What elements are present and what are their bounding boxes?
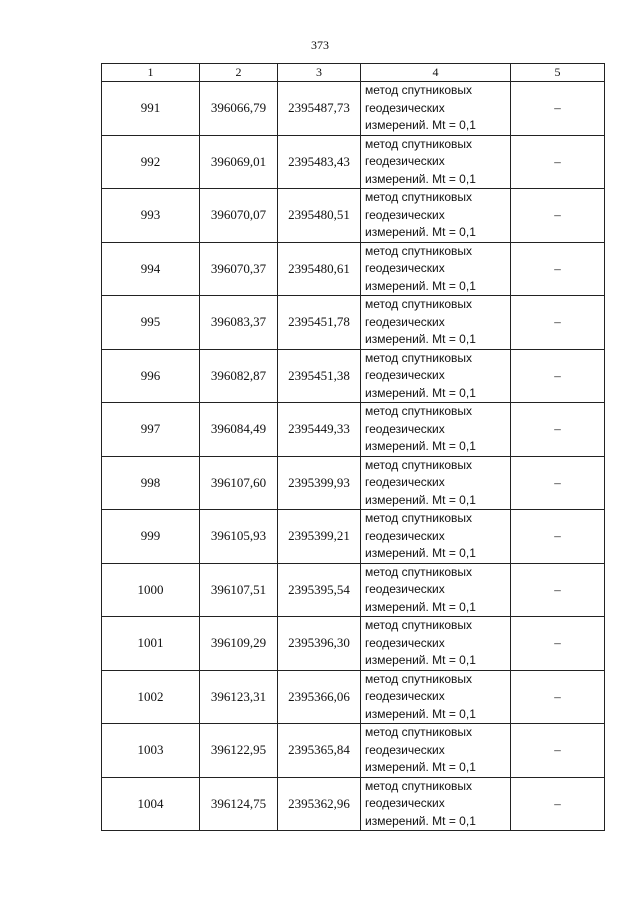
point-number-cell: 994	[102, 242, 200, 296]
method-text-line: геодезических	[365, 368, 445, 382]
y-coordinate-cell: 2395487,73	[278, 82, 361, 136]
method-cell	[361, 670, 511, 724]
point-number-cell: 1001	[102, 617, 200, 671]
point-number-cell: 991	[102, 82, 200, 136]
method-cell	[361, 617, 511, 671]
method-cell	[361, 242, 511, 296]
x-coordinate-cell: 396069,01	[200, 135, 278, 189]
method-text-line: измерений. Mt = 0,1	[365, 492, 476, 507]
method-text-line: метод спутниковых	[365, 136, 473, 151]
note-cell: –	[511, 82, 605, 136]
x-coordinate-cell: 396082,87	[200, 349, 278, 403]
y-coordinate-cell: 2395483,43	[278, 135, 361, 189]
table-row	[102, 135, 605, 189]
method-text-line: метод спутниковых	[365, 618, 473, 632]
method-text-line: геодезических	[365, 154, 445, 168]
column-header-3: 3	[278, 64, 361, 82]
x-coordinate-cell: 396107,60	[200, 456, 278, 510]
table-row	[102, 242, 605, 296]
method-text-line: измерений. Mt = 0,1	[365, 813, 476, 828]
method-text-line: измерений. Mt = 0,1	[365, 653, 476, 667]
method-text-line: геодезических	[365, 207, 445, 222]
y-coordinate-cell: 2395449,33	[278, 403, 361, 457]
x-coordinate-cell: 396124,75	[200, 777, 278, 831]
method-text-line: геодезических	[365, 475, 445, 489]
method-text-line: геодезических	[365, 796, 445, 810]
point-number-cell: 1000	[102, 563, 200, 617]
method-text-line: геодезических	[365, 421, 445, 436]
note-cell: –	[511, 403, 605, 457]
method-text-line: метод спутниковых	[365, 564, 473, 579]
method-text-line: измерений. Mt = 0,1	[365, 118, 476, 132]
method-cell	[361, 563, 511, 617]
method-text-line: измерений. Mt = 0,1	[365, 332, 476, 346]
x-coordinate-cell: 396066,79	[200, 82, 278, 136]
y-coordinate-cell: 2395399,21	[278, 510, 361, 564]
y-coordinate-cell: 2395399,93	[278, 456, 361, 510]
method-cell	[361, 189, 511, 243]
method-text-line: метод спутниковых	[365, 243, 473, 258]
point-number-cell: 998	[102, 456, 200, 510]
y-coordinate-cell: 2395480,61	[278, 242, 361, 296]
x-coordinate-cell: 396105,93	[200, 510, 278, 564]
method-text-line: измерений. Mt = 0,1	[365, 546, 476, 560]
method-text-line: геодезических	[365, 582, 445, 596]
table-row	[102, 724, 605, 778]
note-cell: –	[511, 670, 605, 724]
method-text-line: измерений. Mt = 0,1	[365, 706, 476, 721]
note-cell: –	[511, 617, 605, 671]
method-text-line: метод спутниковых	[365, 457, 473, 472]
y-coordinate-cell: 2395396,30	[278, 617, 361, 671]
y-coordinate-cell: 2395366,06	[278, 670, 361, 724]
note-cell: –	[511, 456, 605, 510]
point-number-cell: 1004	[102, 777, 200, 831]
x-coordinate-cell: 396122,95	[200, 724, 278, 778]
table-row	[102, 82, 605, 136]
method-cell	[361, 724, 511, 778]
method-text-line: измерений. Mt = 0,1	[365, 599, 476, 614]
x-coordinate-cell: 396109,29	[200, 617, 278, 671]
table-row	[102, 456, 605, 510]
table-row	[102, 296, 605, 350]
table-row	[102, 510, 605, 564]
method-text-line: геодезических	[365, 314, 445, 329]
method-text-line: метод спутниковых	[365, 83, 473, 97]
method-cell	[361, 510, 511, 564]
x-coordinate-cell: 396070,37	[200, 242, 278, 296]
method-text-line: метод спутниковых	[365, 511, 473, 525]
column-header-4: 4	[361, 64, 511, 82]
method-text-line: метод спутниковых	[365, 725, 473, 739]
method-text-line: измерений. Mt = 0,1	[365, 225, 476, 239]
method-text-line: метод спутниковых	[365, 404, 473, 418]
point-number-cell: 1002	[102, 670, 200, 724]
point-number-cell: 992	[102, 135, 200, 189]
note-cell: –	[511, 563, 605, 617]
method-cell	[361, 82, 511, 136]
point-number-cell: 1003	[102, 724, 200, 778]
method-text-line: измерений. Mt = 0,1	[365, 760, 476, 774]
method-cell	[361, 135, 511, 189]
table-row	[102, 189, 605, 243]
note-cell: –	[511, 242, 605, 296]
point-number-cell: 995	[102, 296, 200, 350]
method-text-line: геодезических	[365, 689, 445, 703]
table-row	[102, 670, 605, 724]
method-text-line: измерений. Mt = 0,1	[365, 171, 476, 186]
x-coordinate-cell: 396123,31	[200, 670, 278, 724]
note-cell: –	[511, 724, 605, 778]
method-cell	[361, 403, 511, 457]
method-text-line: геодезических	[365, 100, 445, 115]
note-cell: –	[511, 510, 605, 564]
point-number-cell: 997	[102, 403, 200, 457]
method-cell	[361, 349, 511, 403]
note-cell: –	[511, 189, 605, 243]
y-coordinate-cell: 2395451,78	[278, 296, 361, 350]
x-coordinate-cell: 396070,07	[200, 189, 278, 243]
column-header-5: 5	[511, 64, 605, 82]
point-number-cell: 996	[102, 349, 200, 403]
method-text-line: метод спутниковых	[365, 297, 473, 311]
note-cell: –	[511, 135, 605, 189]
method-text-line: геодезических	[365, 742, 445, 757]
column-header-2: 2	[200, 64, 278, 82]
method-cell	[361, 456, 511, 510]
y-coordinate-cell: 2395365,84	[278, 724, 361, 778]
point-number-cell: 999	[102, 510, 200, 564]
method-text-line: метод спутниковых	[365, 671, 473, 686]
note-cell: –	[511, 777, 605, 831]
x-coordinate-cell: 396084,49	[200, 403, 278, 457]
note-cell: –	[511, 296, 605, 350]
table-body	[102, 64, 605, 831]
method-text-line: геодезических	[365, 635, 445, 650]
method-text-line: измерений. Mt = 0,1	[365, 385, 476, 400]
method-text-line: геодезических	[365, 261, 445, 275]
method-text-line: метод спутниковых	[365, 190, 473, 204]
table-row	[102, 563, 605, 617]
y-coordinate-cell: 2395395,54	[278, 563, 361, 617]
coordinates-table	[101, 63, 605, 831]
y-coordinate-cell: 2395362,96	[278, 777, 361, 831]
table-row	[102, 617, 605, 671]
table-row	[102, 403, 605, 457]
page-number: 373	[311, 38, 329, 52]
column-header-1: 1	[102, 64, 200, 82]
method-text-line: измерений. Mt = 0,1	[365, 439, 476, 453]
method-text-line: геодезических	[365, 528, 445, 543]
note-cell: –	[511, 349, 605, 403]
method-text-line: метод спутниковых	[365, 778, 473, 793]
method-cell	[361, 777, 511, 831]
x-coordinate-cell: 396083,37	[200, 296, 278, 350]
y-coordinate-cell: 2395451,38	[278, 349, 361, 403]
method-cell	[361, 296, 511, 350]
table-row	[102, 349, 605, 403]
table-header-row	[102, 64, 605, 82]
table-row	[102, 777, 605, 831]
y-coordinate-cell: 2395480,51	[278, 189, 361, 243]
method-text-line: измерений. Mt = 0,1	[365, 278, 476, 293]
point-number-cell: 993	[102, 189, 200, 243]
method-text-line: метод спутниковых	[365, 350, 473, 365]
x-coordinate-cell: 396107,51	[200, 563, 278, 617]
